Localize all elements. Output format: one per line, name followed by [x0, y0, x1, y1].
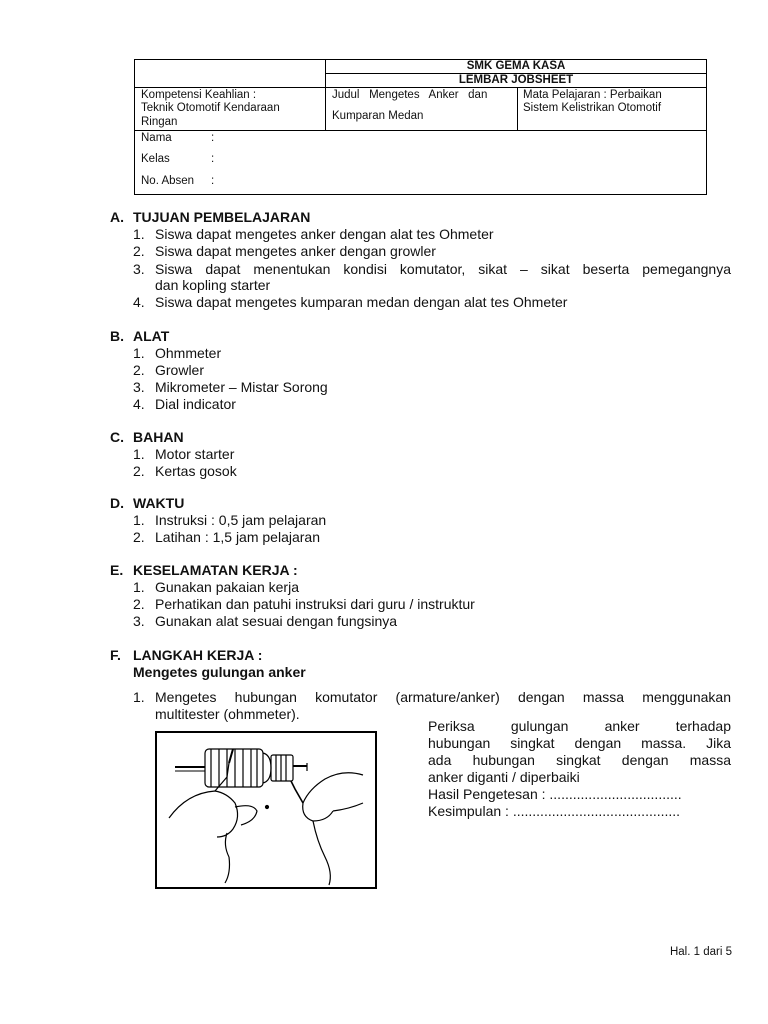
kesimpulan-field: Kesimpulan : ...........................................: [428, 803, 681, 819]
instruction-line: anker diganti / diperbaiki: [428, 769, 580, 785]
table-divider: [517, 87, 518, 130]
judul-text: Kumparan Medan: [332, 110, 424, 122]
list-item: 2. Siswa dapat mengetes anker dengan growler: [133, 243, 436, 259]
list-item: 1. Gunakan pakaian kerja: [133, 579, 299, 595]
instruction-line: hubungan singkat dengan massa. Jika: [428, 735, 731, 751]
competency-value: Teknik Otomotif Kendaraan: [141, 102, 280, 114]
list-item: 1. Motor starter: [133, 446, 235, 462]
list-item: 4. Dial indicator: [133, 396, 236, 412]
absen-label: No. Absen: [141, 175, 195, 187]
instruction-line: ada hubungan singkat dengan massa: [428, 752, 731, 768]
list-item: 1. Siswa dapat mengetes anker dengan alat tes Ohmeter: [133, 226, 494, 242]
instruction-line: Periksa gulungan anker terhadap: [428, 718, 731, 734]
list-item: 3. Mikrometer – Mistar Sorong: [133, 379, 328, 395]
colon: :: [211, 153, 215, 165]
nama-label: Nama: [141, 132, 172, 144]
list-item: 3. Siswa dapat menentukan kondisi komutator, sikat – sikat beserta pemegangnya: [133, 261, 731, 277]
page-number: Hal. 1 dari 5: [669, 946, 732, 958]
list-item: 1. Instruksi : 0,5 jam pelajaran: [133, 512, 327, 528]
competency-label: Kompetensi Keahlian :: [141, 89, 257, 101]
list-item: 2. Kertas gosok: [133, 463, 237, 479]
list-item: 3. Gunakan alat sesuai dengan fungsinya: [133, 613, 398, 629]
list-item: 2. Perhatikan dan patuhi instruksi dari guru / instruktur: [133, 596, 475, 612]
section-e-heading: E. KESELAMATAN KERJA :: [110, 562, 298, 578]
step-item: 1. Mengetes hubungan komutator (armature/anker) dengan massa menggunakan: [133, 689, 731, 705]
judul-text: Judul Mengetes Anker dan: [332, 89, 488, 101]
table-divider: [135, 87, 707, 88]
armature-test-figure: [155, 731, 377, 889]
step-item-continuation: multitester (ohmmeter).: [155, 706, 300, 722]
list-item-continuation: dan kopling starter: [155, 277, 271, 293]
colon: :: [211, 132, 215, 144]
list-item: 2. Latihan : 1,5 jam pelajaran: [133, 529, 320, 545]
section-b-heading: B. ALAT: [110, 328, 170, 344]
colon: :: [211, 175, 215, 187]
kelas-label: Kelas: [141, 153, 170, 165]
school-name: SMK GEMA KASA: [466, 60, 566, 72]
list-item: 4. Siswa dapat mengetes kumparan medan dengan alat tes Ohmeter: [133, 294, 568, 310]
header-table: [134, 59, 707, 195]
armature-test-illustration: [157, 733, 375, 887]
section-f-heading: F. LANGKAH KERJA :: [110, 647, 263, 663]
competency-value: Ringan: [141, 116, 178, 128]
mapel-text: Mata Pelajaran : Perbaikan: [523, 89, 662, 101]
section-f-subtitle: Mengetes gulungan anker: [133, 664, 306, 680]
list-item: 1. Ohmmeter: [133, 345, 222, 361]
hasil-pengetesan-field: Hasil Pengetesan : ..................................: [428, 786, 682, 802]
section-c-heading: C. BAHAN: [110, 429, 184, 445]
table-divider: [135, 130, 707, 131]
section-a-heading: A. TUJUAN PEMBELAJARAN: [110, 209, 311, 225]
sheet-title: LEMBAR JOBSHEET: [458, 74, 574, 86]
list-item: 2. Growler: [133, 362, 205, 378]
mapel-text: Sistem Kelistrikan Otomotif: [523, 102, 662, 114]
test-instructions: [428, 718, 731, 820]
section-d-heading: D. WAKTU: [110, 495, 185, 511]
